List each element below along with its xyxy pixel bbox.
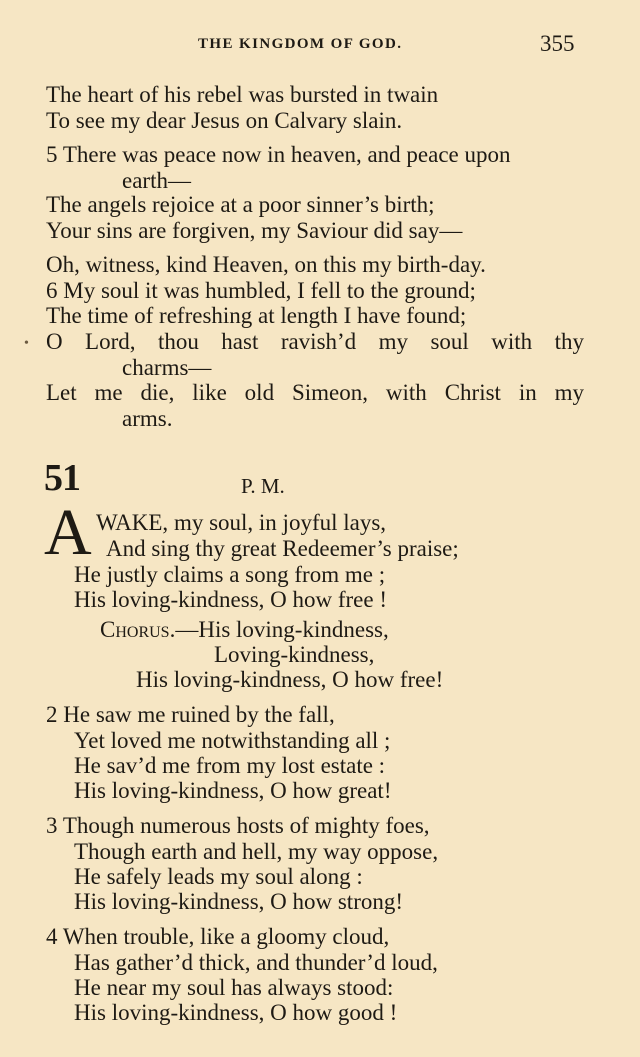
verse-line: The time of refreshing at length I have found; bbox=[46, 303, 467, 328]
verse-line bbox=[96, 510, 386, 536]
verse-line: He sav’d me from my lost estate : bbox=[74, 753, 386, 778]
verse-line: Has gather’d thick, and thunder’d loud, bbox=[74, 950, 438, 975]
verse-line: He near my soul has always stood: bbox=[74, 975, 394, 1000]
verse-line: To see my dear Jesus on Calvary slain. bbox=[46, 108, 403, 133]
running-title: THE KINGDOM OF GOD. bbox=[198, 36, 403, 52]
first-line-rest: my soul, in joyful lays, bbox=[173, 510, 387, 535]
verse-line: And sing thy great Redeemer’s praise; bbox=[106, 536, 459, 561]
verse-line: Let me die, like old Simeon, with Christ in my bbox=[46, 380, 584, 405]
verse-line: 5 There was peace now in heaven, and peace upon bbox=[46, 142, 511, 167]
verse-line: earth— bbox=[122, 168, 191, 193]
drop-cap: A bbox=[44, 496, 92, 569]
chorus-line: His loving-kindness, O how free! bbox=[136, 667, 444, 692]
verse-line: Though earth and hell, my way oppose, bbox=[74, 839, 439, 864]
verse-line: His loving-kindness, O how great! bbox=[74, 778, 392, 803]
verse-line: O Lord, thou hast ravish’d my soul with thy bbox=[46, 329, 584, 354]
verse-line: His loving-kindness, O how strong! bbox=[74, 889, 404, 914]
verse-line: Oh, witness, kind Heaven, on this my birth-day. bbox=[46, 252, 486, 277]
verse-line: 2 He saw me ruined by the fall, bbox=[46, 702, 335, 727]
hymn-meter: P. M. bbox=[241, 474, 285, 498]
verse-line: charms— bbox=[122, 355, 212, 380]
chorus-text: —His loving-kindness, bbox=[175, 617, 389, 642]
page-number: 355 bbox=[540, 31, 575, 56]
hymn-number: 51 bbox=[44, 457, 80, 499]
verse-line: Yet loved me notwithstanding all ; bbox=[74, 728, 391, 753]
verse-line: He safely leads my soul along : bbox=[74, 864, 363, 889]
chorus-line: Loving-kindness, bbox=[214, 642, 375, 667]
chorus-line bbox=[100, 617, 389, 643]
verse-line: His loving-kindness, O how free ! bbox=[74, 587, 388, 612]
margin-mark: • bbox=[24, 336, 29, 351]
verse-line: arms. bbox=[122, 406, 173, 431]
first-word: WAKE, bbox=[96, 510, 169, 535]
verse-line: The heart of his rebel was bursted in twain bbox=[46, 82, 439, 107]
verse-line: His loving-kindness, O how good ! bbox=[74, 1000, 398, 1025]
verse-line: The angels rejoice at a poor sinner’s birth; bbox=[46, 192, 435, 217]
verse-line: 4 When trouble, like a gloomy cloud, bbox=[46, 924, 390, 949]
verse-line: 3 Though numerous hosts of mighty foes, bbox=[46, 813, 430, 838]
verse-line: Your sins are forgiven, my Saviour did say— bbox=[46, 218, 463, 243]
chorus-label: Chorus. bbox=[100, 617, 176, 642]
verse-line: 6 My soul it was humbled, I fell to the ground; bbox=[46, 278, 476, 303]
verse-line: He justly claims a song from me ; bbox=[74, 562, 386, 587]
